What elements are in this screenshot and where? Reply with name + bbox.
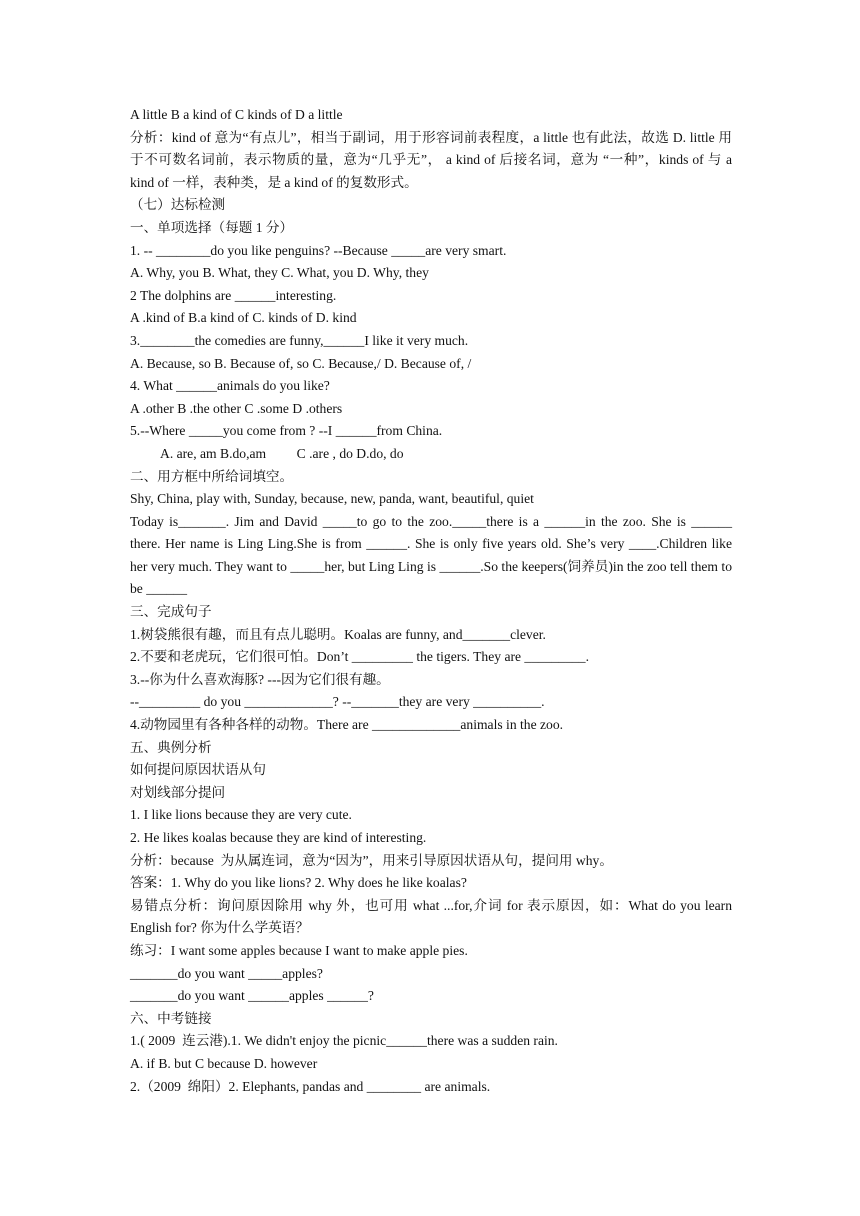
- options-line: A. if B. but C because D. however: [130, 1055, 318, 1071]
- options-line: A. are, am B.do,am C .are , do D.do, do: [160, 445, 404, 461]
- text-line: 对划线部分提问: [130, 784, 226, 800]
- analysis-paragraph: 分析：kind of 意为“有点儿”，相当于副词，用于形容词前表程度，a little 也有此法，故选 D. little 用于不可数名词前，表示物质的量，意为“几乎无”， a kind of 后接名词，意为 “一种”，kinds of 与 a kind of 一样，表种类，是 a kind of 的复数形式。: [130, 129, 732, 190]
- question-line: 4.动物园里有各种各样的动物。There are _____________animals in the zoo.: [130, 717, 564, 733]
- practice-line: _______do you want ______apples ______?: [130, 988, 374, 1004]
- section-heading: （七）达标检测: [130, 197, 226, 213]
- practice-line: _______do you want _____apples?: [130, 965, 323, 981]
- cloze-paragraph: Today is_______. Jim and David _____to go to the zoo._____there is a ______in the zoo. She is ______ there. Her name is Ling Ling.She is from ______. She is only five years old. She’s very ____.Children like her very much. They want to _____her, but Ling Ling is ______.So the keepers(饲养员)in the zoo tell them to be ______: [130, 513, 732, 597]
- options-line: A .other B .the other C .some D .others: [130, 400, 343, 416]
- section-heading: 五、典例分析: [130, 739, 212, 755]
- question-line: 2.不要和老虎玩，它们很可怕。Don’t _________ the tigers. They are _________.: [130, 649, 590, 665]
- answer-line: 答案：1. Why do you like lions? 2. Why does he like koalas?: [130, 875, 467, 891]
- analysis-line: 分析：because 为从属连词，意为“因为”，用来引导原因状语从句，提问用 why。: [130, 852, 613, 868]
- options-line: A. Why, you B. What, they C. What, you D. Why, they: [130, 265, 429, 281]
- word-box: Shy, China, play with, Sunday, because, new, panda, want, beautiful, quiet: [130, 491, 534, 507]
- example-line: 2. He likes koalas because they are kind of interesting.: [130, 830, 427, 845]
- section-heading: 六、中考链接: [130, 1010, 212, 1026]
- question-line: 2.（2009 绵阳）2. Elephants, pandas and ________ are animals.: [130, 1078, 491, 1094]
- question-line: 1. -- ________do you like penguins? --Because _____are very smart.: [130, 242, 507, 258]
- text-line: 如何提问原因状语从句: [130, 762, 266, 778]
- question-line: 3.--你为什么喜欢海豚? ---因为它们很有趣。: [130, 671, 390, 687]
- section-heading: 二、用方框中所给词填空。: [130, 468, 294, 484]
- question-line: 4. What ______animals do you like?: [130, 378, 330, 394]
- question-line: 3.________the comedies are funny,______I like it very much.: [130, 332, 469, 348]
- document-page: [130, 104, 732, 1098]
- example-line: 1. I like lions because they are very cute.: [130, 807, 352, 823]
- options-line: A. Because, so B. Because of, so C. Because,/ D. Because of, /: [130, 355, 472, 371]
- question-line: --_________ do you _____________? --_______they are very __________.: [130, 694, 545, 710]
- section-heading: 一、单项选择（每题 1 分）: [130, 219, 294, 235]
- text-line: A little B a kind of C kinds of D a little: [130, 107, 343, 122]
- question-line: 2 The dolphins are ______interesting.: [130, 287, 337, 303]
- error-analysis-paragraph: 易错点分析：询问原因除用 why 外，也可用 what ...for,介词 for 表示原因，如：What do you learn English for? 你为什么学英语？: [130, 897, 732, 936]
- section-heading: 三、完成句子: [130, 604, 212, 620]
- question-line: 1.树袋熊很有趣，而且有点儿聪明。Koalas are funny, and_______clever.: [130, 626, 546, 642]
- options-line: A .kind of B.a kind of C. kinds of D. kind: [130, 310, 357, 326]
- question-line: 5.--Where _____you come from ? --I ______from China.: [130, 423, 443, 439]
- question-line: 1.( 2009 连云港).1. We didn't enjoy the picnic______there was a sudden rain.: [130, 1033, 558, 1049]
- practice-line: 练习：I want some apples because I want to make apple pies.: [130, 942, 468, 958]
